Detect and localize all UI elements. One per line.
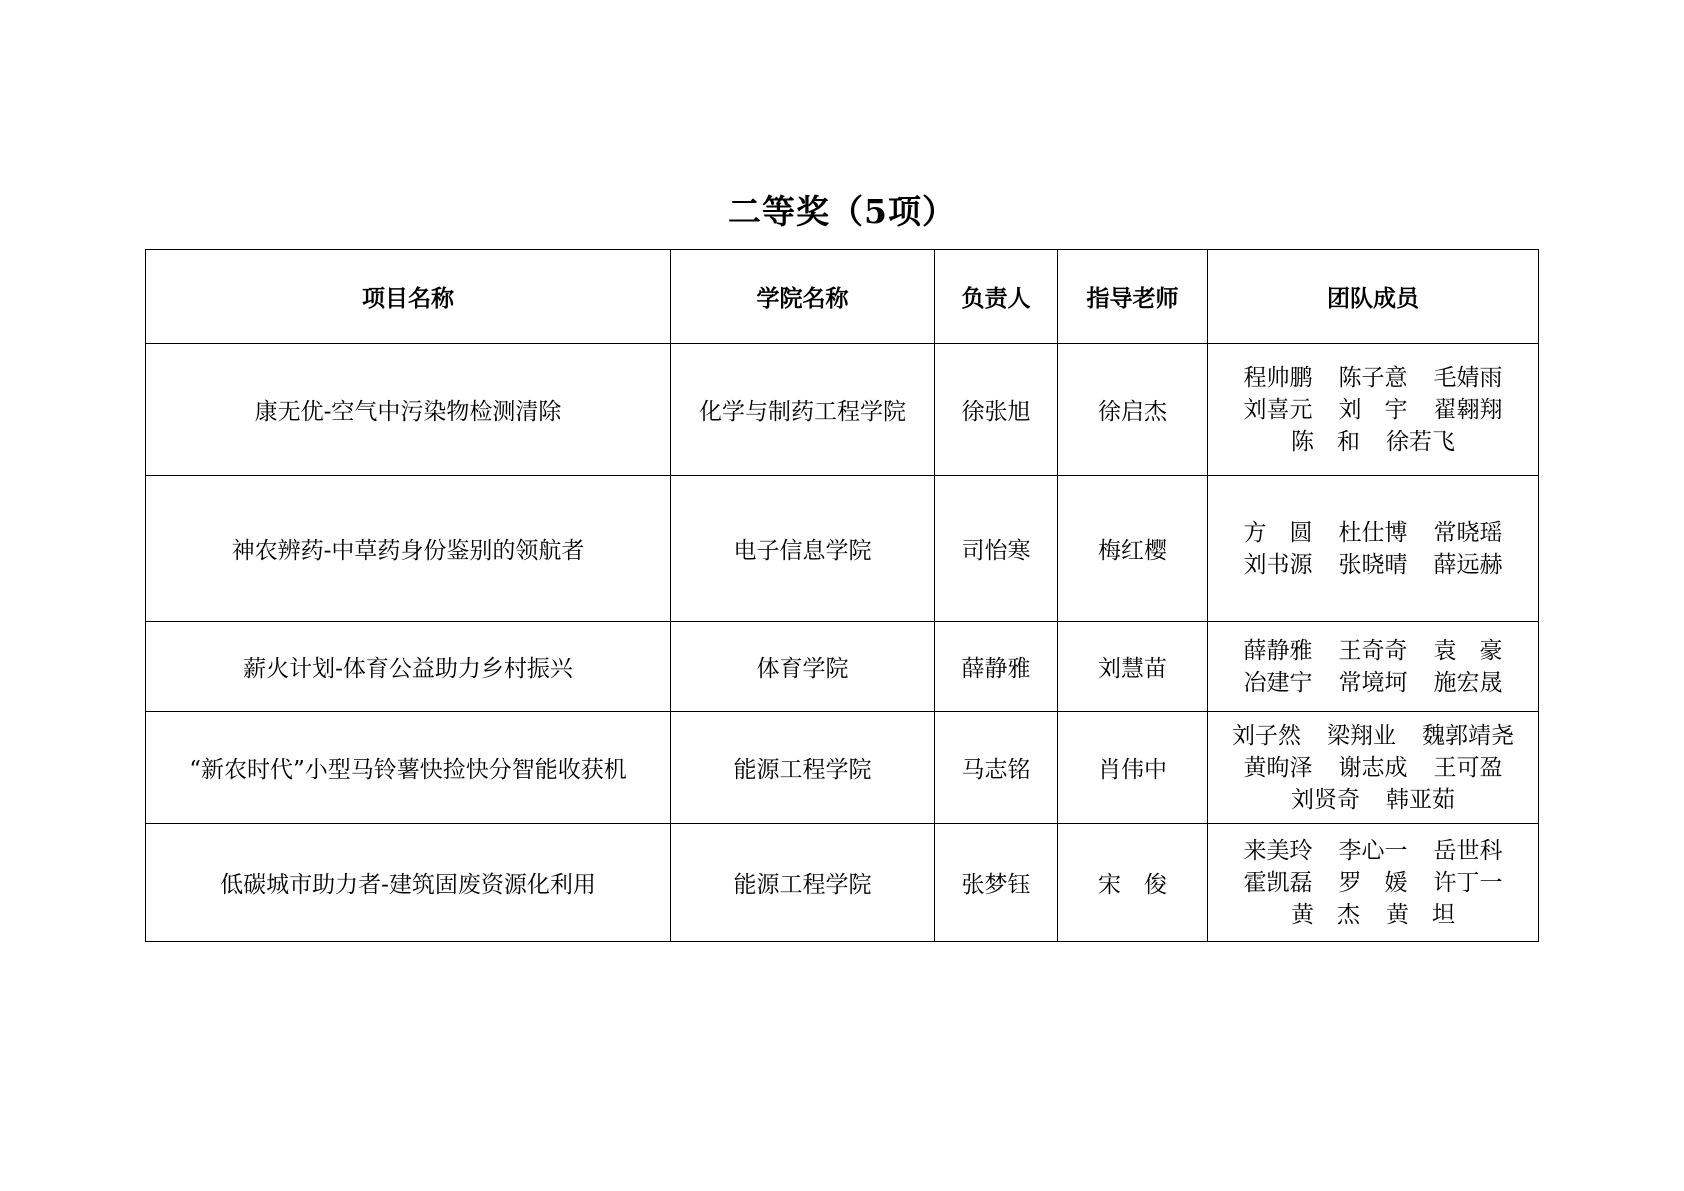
member-name: 方 圆 bbox=[1243, 519, 1313, 546]
member-line bbox=[1208, 362, 1538, 394]
college-cell: 能源工程学院 bbox=[671, 712, 935, 824]
project-name-cell: 低碳城市助力者-建筑固废资源化利用 bbox=[146, 824, 671, 942]
member-name: 霍凯磊 bbox=[1243, 869, 1313, 896]
table-row bbox=[146, 476, 1539, 622]
member-line bbox=[1208, 752, 1538, 784]
header-team-members: 团队成员 bbox=[1208, 250, 1539, 344]
table-row bbox=[146, 622, 1539, 712]
table-row bbox=[146, 344, 1539, 476]
member-name: 陈子意 bbox=[1338, 364, 1408, 391]
member-line bbox=[1208, 835, 1538, 867]
member-name: 黄昫泽 bbox=[1243, 754, 1313, 781]
leader-cell: 薛静雅 bbox=[935, 622, 1058, 712]
member-name: 施宏晟 bbox=[1433, 669, 1503, 696]
member-name: 王奇奇 bbox=[1338, 637, 1408, 664]
college-cell: 体育学院 bbox=[671, 622, 935, 712]
member-name: 张晓晴 bbox=[1338, 551, 1408, 578]
member-name: 冶建宁 bbox=[1243, 669, 1313, 696]
header-project-name: 项目名称 bbox=[146, 250, 671, 344]
member-name: 梁翔业 bbox=[1327, 722, 1396, 749]
leader-cell: 马志铭 bbox=[935, 712, 1058, 824]
member-name: 杜仕博 bbox=[1338, 519, 1408, 546]
advisor-cell: 刘慧苗 bbox=[1058, 622, 1208, 712]
member-name: 常境坷 bbox=[1338, 669, 1408, 696]
member-line bbox=[1208, 394, 1538, 426]
table-header-row bbox=[146, 250, 1539, 344]
college-cell: 电子信息学院 bbox=[671, 476, 935, 622]
member-name: 刘喜元 bbox=[1243, 396, 1313, 423]
member-name: 王可盈 bbox=[1433, 754, 1503, 781]
member-name: 薛静雅 bbox=[1243, 637, 1313, 664]
advisor-cell: 肖伟中 bbox=[1058, 712, 1208, 824]
member-name: 毛婧雨 bbox=[1433, 364, 1503, 391]
member-name: 袁 豪 bbox=[1433, 637, 1503, 664]
member-name: 程帅鹏 bbox=[1243, 364, 1313, 391]
table-row bbox=[146, 712, 1539, 824]
member-line bbox=[1208, 867, 1538, 899]
team-members-cell bbox=[1208, 476, 1539, 622]
member-name: 李心一 bbox=[1338, 837, 1408, 864]
project-name-cell: 神农辨药-中草药身份鉴别的领航者 bbox=[146, 476, 671, 622]
project-name-cell: 薪火计划-体育公益助力乡村振兴 bbox=[146, 622, 671, 712]
member-name: 黄 杰 bbox=[1291, 901, 1360, 928]
team-members-cell bbox=[1208, 712, 1539, 824]
header-leader: 负责人 bbox=[935, 250, 1058, 344]
college-cell: 能源工程学院 bbox=[671, 824, 935, 942]
advisor-cell: 梅红樱 bbox=[1058, 476, 1208, 622]
member-line bbox=[1208, 899, 1538, 931]
member-name: 刘子然 bbox=[1232, 722, 1301, 749]
member-name: 黄 坦 bbox=[1386, 901, 1455, 928]
member-line bbox=[1208, 720, 1538, 752]
member-line bbox=[1208, 635, 1538, 667]
member-name: 翟翱翔 bbox=[1433, 396, 1503, 423]
member-name: 薛远赫 bbox=[1433, 551, 1503, 578]
page-title: 二等奖（5项） bbox=[728, 192, 956, 231]
member-name: 韩亚茹 bbox=[1386, 786, 1455, 813]
project-name-cell: “新农时代”小型马铃薯快捡快分智能收获机 bbox=[146, 712, 671, 824]
member-name: 刘书源 bbox=[1243, 551, 1313, 578]
leader-cell: 司怡寒 bbox=[935, 476, 1058, 622]
member-name: 刘贤奇 bbox=[1291, 786, 1360, 813]
team-members-cell bbox=[1208, 344, 1539, 476]
member-line bbox=[1208, 667, 1538, 699]
member-name: 谢志成 bbox=[1338, 754, 1408, 781]
member-name: 徐若飞 bbox=[1386, 428, 1455, 455]
member-line bbox=[1208, 784, 1538, 816]
project-name-cell: 康无优-空气中污染物检测清除 bbox=[146, 344, 671, 476]
member-name: 常晓瑶 bbox=[1433, 519, 1503, 546]
member-line bbox=[1208, 549, 1538, 581]
team-members-cell bbox=[1208, 824, 1539, 942]
member-name: 陈 和 bbox=[1291, 428, 1360, 455]
member-name: 岳世科 bbox=[1433, 837, 1503, 864]
member-name: 魏郭靖尧 bbox=[1422, 722, 1514, 749]
header-advisor: 指导老师 bbox=[1058, 250, 1208, 344]
advisor-cell: 宋 俊 bbox=[1058, 824, 1208, 942]
leader-cell: 徐张旭 bbox=[935, 344, 1058, 476]
member-line bbox=[1208, 426, 1538, 458]
award-table bbox=[145, 249, 1539, 942]
advisor-cell: 徐启杰 bbox=[1058, 344, 1208, 476]
table-row bbox=[146, 824, 1539, 942]
team-members-cell bbox=[1208, 622, 1539, 712]
member-name: 刘 宇 bbox=[1338, 396, 1408, 423]
member-line bbox=[1208, 517, 1538, 549]
college-cell: 化学与制药工程学院 bbox=[671, 344, 935, 476]
leader-cell: 张梦钰 bbox=[935, 824, 1058, 942]
header-college-name: 学院名称 bbox=[671, 250, 935, 344]
member-name: 许丁一 bbox=[1433, 869, 1503, 896]
member-name: 罗 媛 bbox=[1338, 869, 1408, 896]
member-name: 来美玲 bbox=[1243, 837, 1313, 864]
